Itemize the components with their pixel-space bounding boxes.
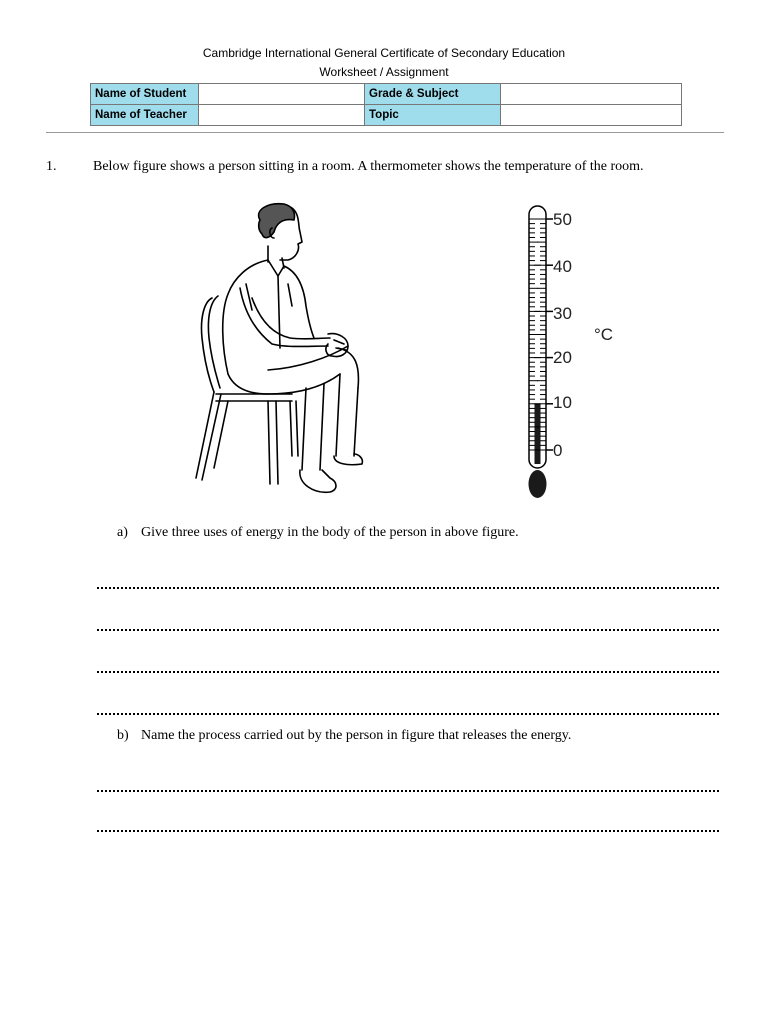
part-b-letter: b)	[117, 728, 129, 743]
grade-subject-label: Grade & Subject	[365, 84, 501, 105]
answer-line-a1[interactable]	[97, 587, 719, 589]
temp-label-50: 50	[553, 210, 572, 229]
temp-unit: °C	[594, 325, 614, 344]
worksheet-subtitle: Worksheet / Assignment	[319, 65, 449, 79]
student-info-table	[90, 83, 682, 126]
worksheet-title: Cambridge International General Certificate of Secondary Education	[202, 46, 566, 60]
part-b	[117, 728, 571, 744]
answer-line-a2[interactable]	[97, 629, 719, 631]
part-a-letter: a)	[117, 525, 128, 540]
answer-line-a4[interactable]	[97, 713, 719, 715]
thermometer-figure	[520, 200, 630, 502]
chair	[196, 296, 298, 484]
question-number: 1.	[46, 159, 57, 174]
topic-label: Topic	[365, 105, 501, 126]
name-of-teacher-field[interactable]	[199, 105, 365, 126]
part-a	[117, 525, 519, 541]
temp-label-40: 40	[553, 257, 572, 276]
name-of-teacher-label: Name of Teacher	[91, 105, 199, 126]
header-divider	[46, 132, 724, 133]
part-a-text: Give three uses of energy in the body of the person in above figure.	[141, 525, 519, 540]
part-b-text: Name the process carried out by the person in figure that releases the energy.	[141, 728, 572, 743]
seated-person-figure	[188, 198, 378, 498]
temp-label-20: 20	[553, 348, 572, 367]
answer-line-a3[interactable]	[97, 671, 719, 673]
name-of-student-label: Name of Student	[91, 84, 199, 105]
thermometer-scale	[529, 206, 554, 498]
grade-subject-field[interactable]	[501, 84, 682, 105]
temp-label-30: 30	[553, 304, 572, 323]
temp-label-10: 10	[553, 393, 572, 412]
answer-line-b2[interactable]	[97, 830, 719, 832]
name-of-student-field[interactable]	[199, 84, 365, 105]
answer-line-b1[interactable]	[97, 790, 719, 792]
thermometer-mercury	[535, 404, 541, 464]
temp-label-0: 0	[553, 441, 563, 460]
topic-field[interactable]	[501, 105, 682, 126]
thermometer-bulb	[529, 470, 547, 498]
question-text: Below figure shows a person sitting in a room. A thermometer shows the temperature of the room.	[93, 159, 644, 174]
